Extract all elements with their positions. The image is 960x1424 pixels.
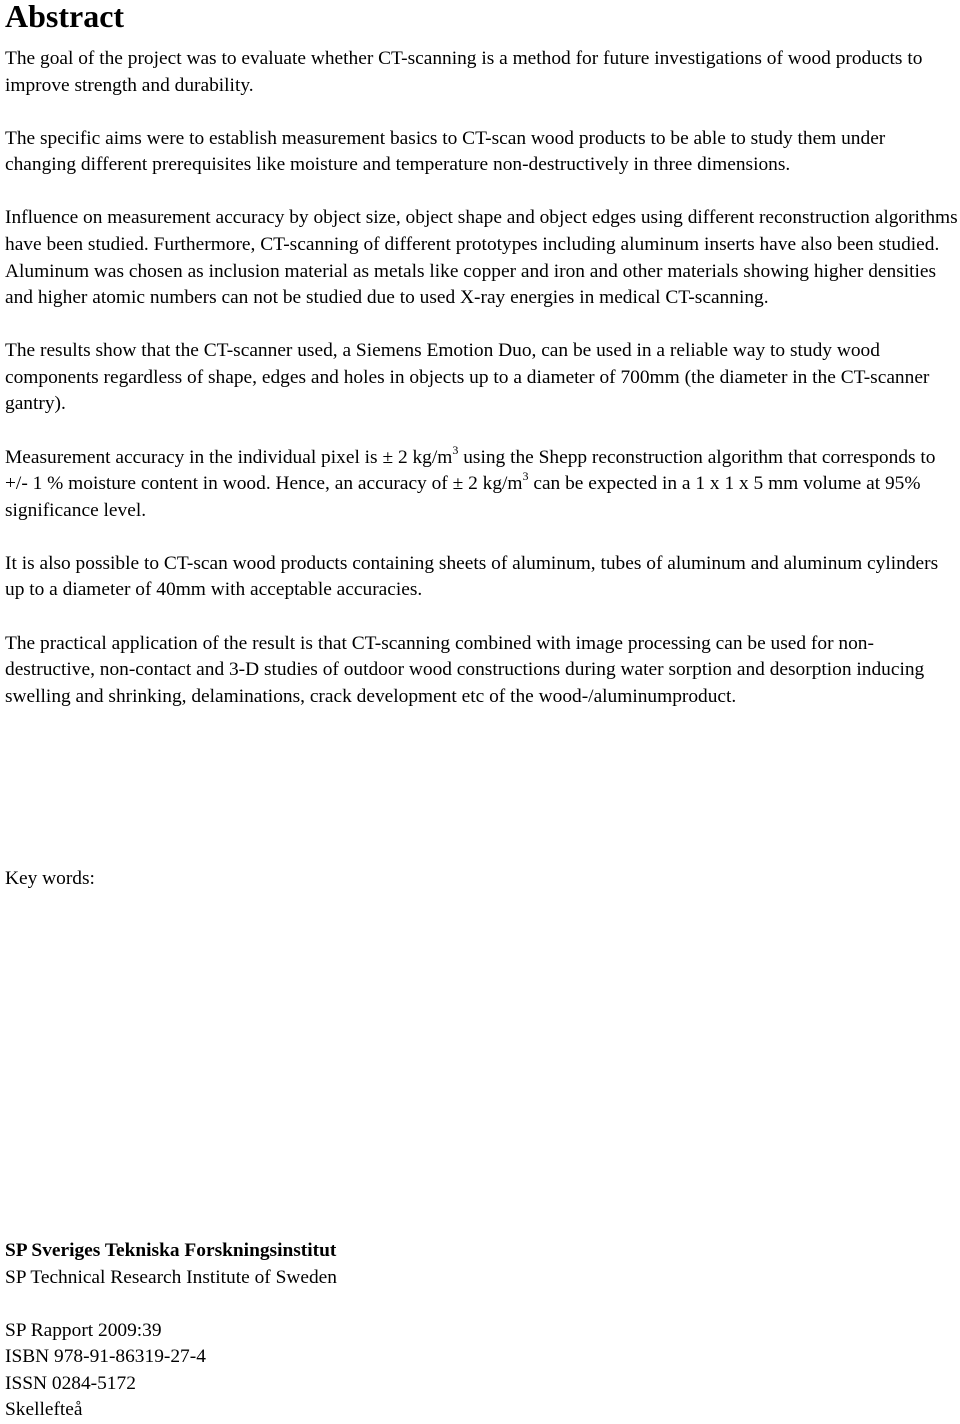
abstract-paragraph-application: The practical application of the result is that CT-scanning combined with image processing can be used for non-destructive, non-contact and 3-D studies of outdoor wood constructions during water sorption and desorption inducing swelling and shrinking, delaminations, crack development etc of the wood-/aluminumproduct. xyxy=(5,632,925,707)
abstract-paragraph-goal: The goal of the project was to evaluate whether CT-scanning is a method for future investigations of wood products to improve strength and durability. xyxy=(5,48,923,96)
abstract-paragraph-accuracy xyxy=(5,442,960,525)
accuracy-text-part1: Measurement accuracy in the individual pixel is ± 2 kg/m xyxy=(5,446,453,468)
institute-name-english: SP Technical Research Institute of Sweden xyxy=(5,1266,337,1288)
isbn-number: ISBN 978-91-86319-27-4 xyxy=(5,1346,206,1368)
accuracy-text-part2: using the Shepp reconstruction algorithm that corresponds to +/- 1 % moisture content in wood. Hence, an accuracy of ± 2 kg/m xyxy=(5,446,936,495)
superscript-cubed: 3 xyxy=(452,442,459,457)
issn-number: ISSN 0284-5172 xyxy=(5,1372,136,1394)
publication-footer xyxy=(5,1238,337,1424)
accuracy-text-part3: can be expected in a 1 x 1 x 5 mm volume at 95% significance level. xyxy=(5,473,921,521)
abstract-paragraph-aluminum: It is also possible to CT-scan wood products containing sheets of aluminum, tubes of aluminum and aluminum cylinders up to a diameter of 40mm with acceptable accuracies. xyxy=(5,552,939,601)
keywords-label: Key words: xyxy=(5,868,95,889)
abstract-paragraph-results: The results show that the CT-scanner used, a Siemens Emotion Duo, can be used in a reliable way to study wood components regardless of shape, edges and holes in objects up to a diameter of 700mm (the diameter in the CT-scanner gantry). xyxy=(5,340,930,415)
abstract-paragraph-aims: The specific aims were to establish measurement basics to CT-scan wood products to be able to study them under changing different prerequisites like moisture and temperature non-destructively in three dimensions. xyxy=(5,127,886,176)
report-number: SP Rapport 2009:39 xyxy=(5,1319,162,1341)
publication-city: Skellefteå xyxy=(5,1399,83,1421)
institute-name-swedish: SP Sveriges Tekniska Forskningsinstitut xyxy=(5,1240,337,1261)
superscript-cubed: 3 xyxy=(522,469,529,484)
abstract-paragraph-influence: Influence on measurement accuracy by object size, object shape and object edges using different reconstruction algorithms have been studied. Furthermore, CT-scanning of different prototypes including aluminum inserts have also been studied. Aluminum was chosen as inclusion material as metals like copper and iron and other materials showing higher densities and higher atomic numbers can not be studied due to used X-ray energies in medical CT-scanning. xyxy=(5,207,958,309)
document-page xyxy=(5,0,960,1421)
abstract-heading: Abstract xyxy=(5,0,125,34)
